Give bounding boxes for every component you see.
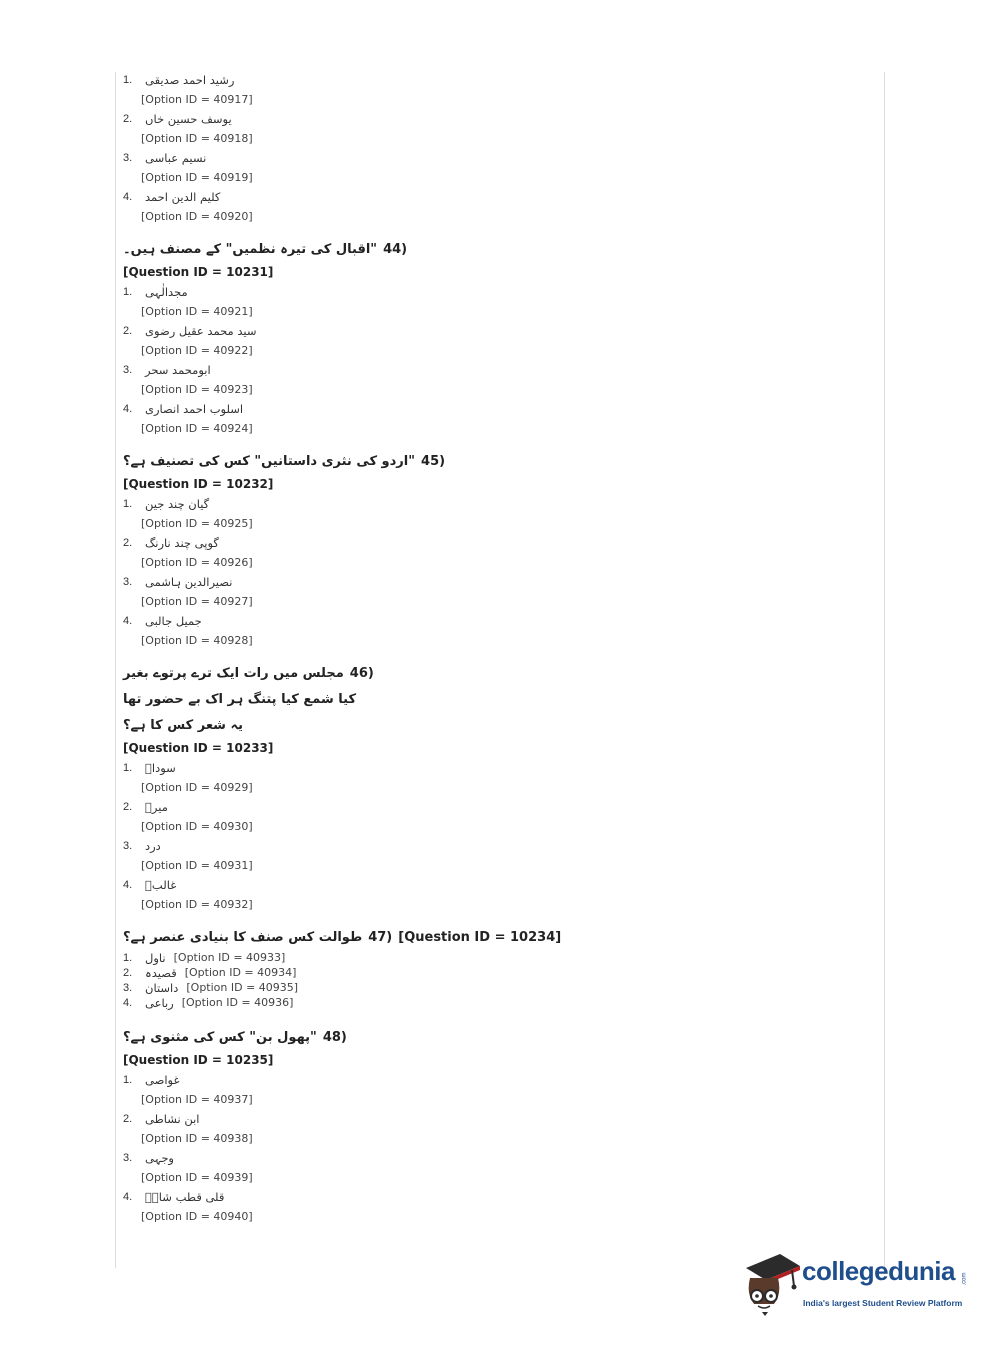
option-id: [Option ID = 40934] — [184, 966, 297, 979]
option-row: 1. ناول [Option ID = 40933] — [123, 950, 286, 965]
question-title: مجلس میں رات ایک ترے پرتوے بغیر 46) — [123, 665, 374, 681]
option-id: [Option ID = 40921] — [141, 305, 253, 318]
option-text: قلی قطب شاہؔ — [145, 1190, 225, 1204]
option-id: [Option ID = 40936] — [181, 996, 294, 1009]
option-id: [Option ID = 40935] — [186, 981, 299, 994]
option-row: 2. سید محمد عقیل رضوی — [123, 324, 257, 338]
option-row: 1. مجدالٰہی — [123, 285, 188, 299]
option-id: [Option ID = 40923] — [141, 383, 253, 396]
option-row: 3. درد — [123, 839, 161, 853]
option-row: 3. ابومحمد سحر — [123, 363, 211, 377]
mascot-icon — [740, 1250, 802, 1316]
option-id: [Option ID = 40920] — [141, 210, 253, 223]
question-title: "اقبال کی تیرہ نظمیں" کے مصنف ہیں۔ 44) — [123, 241, 408, 257]
option-id: [Option ID = 40917] — [141, 93, 253, 106]
option-row: 2. ابن نشاطی — [123, 1112, 200, 1126]
question-44 — [123, 236, 863, 438]
option-id: [Option ID = 40929] — [141, 781, 253, 794]
option-text: ناول — [145, 950, 166, 965]
option-id: [Option ID = 40924] — [141, 422, 253, 435]
left-margin-rule — [115, 72, 116, 1268]
question-prompt: یہ شعر کس کا ہے؟ — [123, 717, 243, 733]
question-id: [Question ID = 10234] — [398, 929, 562, 945]
q43-options — [123, 70, 863, 226]
question-45 — [123, 448, 863, 650]
option-text: اسلوب احمد انصاری — [145, 402, 244, 416]
option-text: سوداؔ — [145, 761, 176, 775]
question-title: "اردو کی نثری داستانیں" کس کی تصنیف ہے؟ 45) — [123, 453, 446, 469]
option-id: [Option ID = 40925] — [141, 517, 253, 530]
question-verse-line: کیا شمع کیا پتنگ ہر اک بے حضور تھا — [123, 691, 357, 707]
option-row: 3. داستان [Option ID = 40935] — [123, 980, 299, 995]
option-row: 1. رشید احمد صدیقی — [123, 73, 235, 87]
option-text: ابومحمد سحر — [145, 363, 211, 377]
option-row: 1. غواصی — [123, 1073, 180, 1087]
option-id: [Option ID = 40926] — [141, 556, 253, 569]
option-text: مجدالٰہی — [145, 285, 188, 299]
option-text: گوپی چند نارنگ — [145, 536, 219, 550]
option-text: نصیرالدین ہاشمی — [145, 575, 233, 589]
option-row: 4. کلیم الدین احمد — [123, 190, 221, 204]
option-row: 4. اسلوب احمد انصاری — [123, 402, 244, 416]
option-id: [Option ID = 40922] — [141, 344, 253, 357]
option-text: داستان — [145, 980, 179, 995]
option-text: غواصی — [145, 1073, 180, 1087]
option-id: [Option ID = 40930] — [141, 820, 253, 833]
option-row: 3. نسیم عباسی — [123, 151, 207, 165]
option-row: 2. گوپی چند نارنگ — [123, 536, 219, 550]
collegedunia-logo[interactable] — [740, 1246, 980, 1322]
option-row: 1. سوداؔ — [123, 761, 176, 775]
question-paper — [123, 70, 863, 1226]
option-text: سید محمد عقیل رضوی — [145, 324, 257, 338]
option-text: ابن نشاطی — [145, 1112, 200, 1126]
question-46 — [123, 660, 863, 914]
option-row: 4. رباعی [Option ID = 40936] — [123, 995, 294, 1010]
option-id: [Option ID = 40918] — [141, 132, 253, 145]
option-text: غالبؔ — [145, 878, 177, 892]
option-id: [Option ID = 40940] — [141, 1210, 253, 1223]
option-id: [Option ID = 40919] — [141, 171, 253, 184]
option-row: 4. جمیل جالبی — [123, 614, 202, 628]
question-id: [Question ID = 10231] — [123, 265, 274, 279]
option-id: [Option ID = 40933] — [173, 951, 286, 964]
option-row: 3. وجہی — [123, 1151, 174, 1165]
option-id: [Option ID = 40931] — [141, 859, 253, 872]
option-id: [Option ID = 40932] — [141, 898, 253, 911]
option-text: وجہی — [145, 1151, 174, 1165]
option-row: 3. نصیرالدین ہاشمی — [123, 575, 233, 589]
question-title: "پھول بن" کس کی مثنوی ہے؟ 48) — [123, 1029, 347, 1045]
question-title: طوالت کس صنف کا بنیادی عنصر ہے؟ 47) [Question ID = 10234] — [123, 929, 562, 945]
option-row: 4. قلی قطب شاہؔ — [123, 1190, 225, 1204]
logo-tagline: India's largest Student Review Platform — [803, 1298, 963, 1308]
option-text: یوسف حسین خاں — [145, 112, 232, 126]
option-row: 2. یوسف حسین خاں — [123, 112, 232, 126]
option-row: 4. غالبؔ — [123, 878, 177, 892]
question-id: [Question ID = 10232] — [123, 477, 274, 491]
option-id: [Option ID = 40928] — [141, 634, 253, 647]
option-text: قصیدہ — [145, 965, 177, 980]
option-id: [Option ID = 40938] — [141, 1132, 253, 1145]
option-text: گیان چند جین — [145, 497, 210, 511]
option-text: رباعی — [145, 995, 174, 1010]
question-48 — [123, 1024, 863, 1226]
option-text: کلیم الدین احمد — [145, 190, 221, 204]
question-id: [Question ID = 10235] — [123, 1053, 274, 1067]
option-row: 2. قصیدہ [Option ID = 40934] — [123, 965, 297, 980]
option-text: جمیل جالبی — [145, 614, 202, 628]
option-row: 2. میرؔ — [123, 800, 168, 814]
option-id: [Option ID = 40927] — [141, 595, 253, 608]
option-text: میرؔ — [145, 800, 168, 814]
question-id: [Question ID = 10233] — [123, 741, 274, 755]
logo-wordmark: collegedunia — [802, 1256, 955, 1286]
option-text: رشید احمد صدیقی — [145, 73, 235, 87]
question-47 — [123, 924, 863, 1010]
right-margin-rule — [884, 72, 885, 1268]
option-id: [Option ID = 40939] — [141, 1171, 253, 1184]
option-text: نسیم عباسی — [145, 151, 207, 165]
logo-domain: .com — [961, 1272, 968, 1286]
option-id: [Option ID = 40937] — [141, 1093, 253, 1106]
option-text: درد — [145, 839, 161, 853]
option-row: 1. گیان چند جین — [123, 497, 210, 511]
